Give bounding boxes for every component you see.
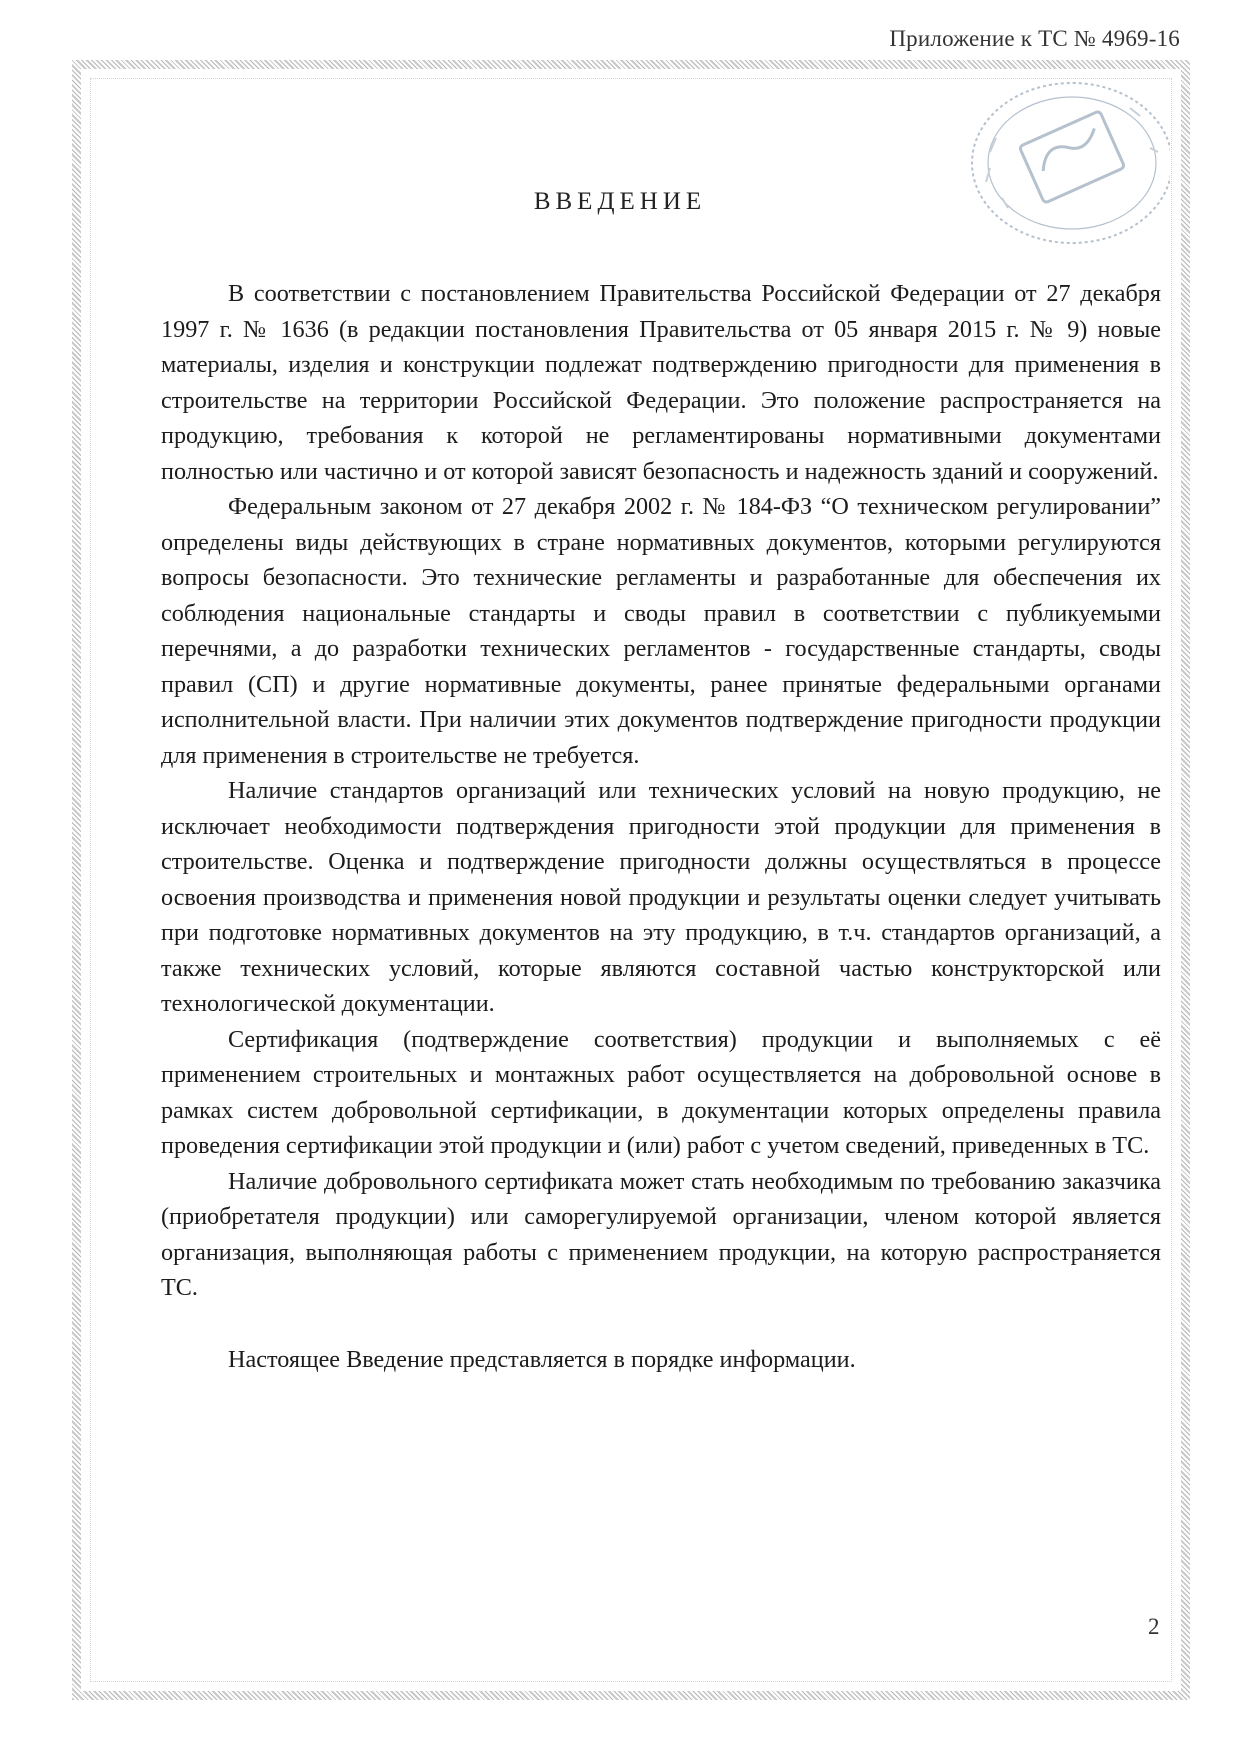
paragraph-4: Сертификация (подтверждение соответствия) продукции и выполняемых с её применением строительных и монтажных работ осуществляется на добровольной основе в рамках систем добровольной сертификации, в документации которых определены правила проведения сертификации этой продукции и (или) работ с учетом сведений, приведенных в ТС. <box>161 1025 1161 1159</box>
document-body <box>161 276 1161 1377</box>
paragraph-2: Федеральным законом от 27 декабря 2002 г. № 184-ФЗ “О техническом регулировании” определены виды действующих в стране нормативных документов, которыми регулируются вопросы безопасности. Это технические регламенты и разработанные для обеспечения их соблюдения национальные стандарты и своды правил в соответствии с публикуемыми перечнями, а до разработки технических регламентов - государственные стандарты, своды правил (СП) и другие нормативные документы, ранее принятые федеральными органами исполнительной власти. При наличии этих документов подтверждение пригодности продукции для применения в строительстве не требуется. <box>161 493 1161 769</box>
document-title: ВВЕДЕНИЕ <box>533 188 707 215</box>
page-number: 2 <box>1148 1614 1160 1639</box>
paragraph-5: Наличие добровольного сертификата может стать необходимым по требованию заказчика (приобретателя продукции) или саморегулируемой организации, членом которой является организация, выполняющая работы с применением продукции, на которую распространяется ТС. <box>161 1167 1161 1301</box>
paragraph-3: Наличие стандартов организаций или технических условий на новую продукцию, не исключает необходимости подтверждения пригодности этой продукции для применения в строительстве. Оценка и подтверждение пригодности должны осуществляться в процессе освоения производства и применения новой продукции и результаты оценки следует учитывать при подготовке нормативных документов на эту продукцию, в т.ч. стандартов организаций, а также технических условий, которые являются составной частью конструкторской или технологической документации. <box>161 777 1161 1017</box>
official-stamp-seal <box>960 78 1170 248</box>
closing-note: Настоящее Введение представляется в порядке информации. <box>228 1345 856 1373</box>
paragraph-1: В соответствии с постановлением Правительства Российской Федерации от 27 декабря 1997 г. № 1636 (в редакции постановления Правительства от 05 января 2015 г. № 9) новые материалы, изделия и конструкции подлежат подтверждению пригодности для применения в строительстве на территории Российской Федерации. Это положение распространяется на продукцию, требования к которой не регламентированы нормативными документами полностью или частично и от которой зависят безопасность и надежность зданий и сооружений. <box>161 280 1161 485</box>
appendix-label: Приложение к ТС № 4969-16 <box>889 26 1180 51</box>
